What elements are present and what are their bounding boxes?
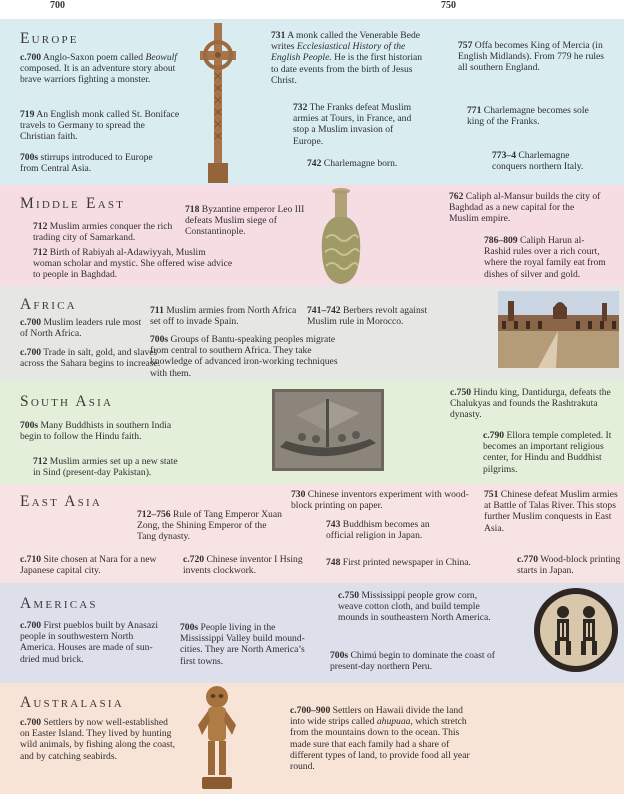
mosque-courtyard-photo xyxy=(498,291,619,373)
event-description: Charlemagne becomes sole king of the Franks. xyxy=(467,105,589,128)
event-text xyxy=(20,317,148,339)
event-description: composed. It is an adventure story about brave warriors fighting a monster. xyxy=(20,63,176,86)
event-description: Muslim armies from North Africa set off to invade Spain. xyxy=(150,305,297,328)
timeline-mid-label: 750 xyxy=(441,0,456,11)
event-description: Buddhism becomes an official religion in Japan. xyxy=(326,519,430,542)
event-text xyxy=(467,105,607,127)
event-year: 771 xyxy=(467,105,482,116)
event-description: Chinese inventors experiment with wood-block printing on paper. xyxy=(291,489,469,512)
event-description: Muslim leaders rule most of North Africa. xyxy=(20,317,142,340)
event-year: c.700–900 xyxy=(290,705,331,716)
event-year: 762 xyxy=(449,191,464,202)
event-description: Rule of Tang Emperor Xuan Zong, the Shining Emperor of the Tang dynasty. xyxy=(137,509,282,543)
event-description: which stretch from the mountains down to the ocean. This made sure that each family had a share of different types of land, to provide food all year round. xyxy=(290,716,470,773)
event-description: Site chosen at Nara for a new Japanese capital city. xyxy=(20,554,157,577)
event-text xyxy=(449,191,605,225)
event-year: 786–809 xyxy=(484,235,518,246)
region-africa xyxy=(0,286,624,381)
event-text xyxy=(517,554,621,576)
event-description: Trade in salt, gold, and slaves across the Sahara begins to increase. xyxy=(20,347,161,370)
event-year: c.750 xyxy=(450,387,472,398)
event-description: Groups of Bantu-speaking peoples migrate from central to southern Africa. They take knowledge of advanced iron-working techniques with them. xyxy=(150,334,338,379)
event-text xyxy=(326,519,456,541)
event-description: First printed newspaper in China. xyxy=(340,557,471,568)
region-middle-east xyxy=(0,185,624,286)
event-year: 751 xyxy=(484,489,499,500)
painted-pottery-bowl-illustration xyxy=(533,587,619,678)
event-year: 712–756 xyxy=(137,509,171,520)
glass-flask-illustration xyxy=(318,186,364,286)
event-text xyxy=(484,489,620,534)
event-title-italic: Beowulf xyxy=(145,52,177,63)
event-text xyxy=(20,420,175,442)
event-title-italic: ahupuaa, xyxy=(376,716,413,728)
celtic-cross-illustration xyxy=(198,23,238,185)
event-description: He is the first historian to date events from the birth of Jesus Christ. xyxy=(271,52,423,86)
event-text xyxy=(293,102,423,147)
event-text xyxy=(33,456,183,478)
event-description: Anglo-Saxon poem called xyxy=(41,52,146,63)
event-description: Settlers on Hawaii divide the land into wide strips called xyxy=(290,705,463,728)
event-description: The Franks defeat Muslim armies at Tours, in France, and stop a Muslim invasion of Europe. xyxy=(293,102,412,147)
region-title: East Asia xyxy=(20,493,102,510)
event-text xyxy=(20,620,162,665)
event-description: First pueblos built by Anasazi people in southwestern North America. Houses are made of sun-dried mud brick. xyxy=(20,620,159,665)
event-year: 700s xyxy=(150,334,169,345)
event-description: Caliph Harun al-Rashid rules over a rich court, where the royal family eat from dishes of silver and gold. xyxy=(484,235,606,280)
event-text xyxy=(458,40,608,74)
event-description: Berbers revolt against Muslim rule in Morocco. xyxy=(307,305,428,328)
event-year: 712 xyxy=(33,221,48,232)
event-text xyxy=(137,509,287,543)
event-year: 730 xyxy=(291,489,306,500)
region-americas xyxy=(0,583,624,683)
region-europe xyxy=(0,19,624,185)
region-title: South Asia xyxy=(20,393,114,410)
event-year: c.790 xyxy=(483,430,505,441)
event-year: c.750 xyxy=(338,590,360,601)
event-description: Birth of Rabiyah al-Adawiyyah, Muslim woman scholar and mystic. She offered wise advice to people in Baghdad. xyxy=(33,247,233,281)
event-description: Chinese defeat Muslim armies at Battle of Talas River. This stops further Muslim conquests in East Asia. xyxy=(484,489,618,534)
event-description: Wood-block printing starts in Japan. xyxy=(517,554,621,577)
event-year: 700s xyxy=(20,152,39,163)
event-text xyxy=(326,557,506,568)
region-east-asia xyxy=(0,484,624,583)
event-text xyxy=(150,334,355,379)
event-text xyxy=(492,150,602,172)
event-year: 741–742 xyxy=(307,305,341,316)
event-text xyxy=(291,489,476,511)
event-year: 712 xyxy=(33,247,48,258)
region-title: Middle East xyxy=(20,195,126,212)
event-text xyxy=(271,30,431,86)
event-text xyxy=(33,221,176,243)
event-year: 732 xyxy=(293,102,308,113)
event-year: 748 xyxy=(326,557,341,568)
event-year: c.700 xyxy=(20,717,42,728)
event-text xyxy=(20,109,180,143)
event-year: 712 xyxy=(33,456,48,467)
event-description: stirrups introduced to Europe from Central Asia. xyxy=(20,152,153,175)
event-text xyxy=(20,347,170,369)
event-text xyxy=(180,622,305,667)
event-description: Byzantine emperor Leo III defeats Muslim siege of Constantinople. xyxy=(185,204,305,238)
event-text xyxy=(183,554,305,576)
carved-wooden-figure-illustration xyxy=(194,685,240,794)
event-description: Muslim armies set up a new state in Sind (present-day Pakistan). xyxy=(33,456,178,479)
event-year: 742 xyxy=(307,158,322,169)
timeline-start-label: 700 xyxy=(50,0,65,11)
event-year: c.700 xyxy=(20,620,42,631)
event-year: 773–4 xyxy=(492,150,516,161)
event-description: Charlemagne conquers northern Italy. xyxy=(492,150,584,173)
event-text xyxy=(483,430,618,475)
event-description: Hindu king, Dantidurga, defeats the Chalukyas and founds the Rashtrakuta dynasty. xyxy=(450,387,611,421)
event-description: Chimú begin to dominate the coast of present-day northern Peru. xyxy=(330,650,495,673)
event-year: c.720 xyxy=(183,554,205,565)
event-text xyxy=(338,590,503,624)
event-year: 731 xyxy=(271,30,286,41)
region-south-asia xyxy=(0,381,624,484)
event-year: 700s xyxy=(20,420,39,431)
event-year: 700s xyxy=(330,650,349,661)
event-description: A monk called the Venerable Bede writes xyxy=(271,30,421,53)
region-title: Australasia xyxy=(20,694,124,711)
event-text xyxy=(33,247,233,281)
event-year: c.700 xyxy=(20,52,42,63)
event-year: c.700 xyxy=(20,317,42,328)
event-text xyxy=(484,235,609,280)
event-text xyxy=(307,305,437,327)
event-year: 711 xyxy=(150,305,164,316)
event-text xyxy=(307,158,437,169)
event-text xyxy=(330,650,505,672)
event-description: People living in the Mississippi Valley build mound-cities. They are North America’s first towns. xyxy=(180,622,305,667)
event-text xyxy=(20,717,178,762)
region-title: Europe xyxy=(20,30,79,47)
event-year: 718 xyxy=(185,204,200,215)
event-text xyxy=(20,52,178,86)
event-text xyxy=(290,705,480,772)
event-description: An English monk called St. Boniface travels to Germany to spread the Christian faith. xyxy=(20,109,180,143)
event-description: Mississippi people grow corn, weave cotton cloth, and build temple mounds in southeastern North America. xyxy=(338,590,491,624)
event-description: Caliph al-Mansur builds the city of Baghdad as a new capital for the Muslim empire. xyxy=(449,191,601,225)
event-description: Offa becomes King of Mercia (in English Midlands). From 779 he rules all southern England. xyxy=(458,40,605,74)
ship-relief-carving-photo xyxy=(272,389,384,476)
event-text xyxy=(20,554,175,576)
event-year: c.770 xyxy=(517,554,539,565)
event-description: Muslim armies conquer the rich trading city of Samarkand. xyxy=(33,221,173,244)
event-text xyxy=(450,387,618,421)
event-text xyxy=(20,152,158,174)
event-title-italic: Ecclesiastical History of the English People. xyxy=(271,41,406,64)
event-year: c.700 xyxy=(20,347,42,358)
region-title: Africa xyxy=(20,296,77,313)
event-description: Ellora temple completed. It becomes an important religious center, for Hindu and Buddhist pilgrims. xyxy=(483,430,612,475)
event-year: 743 xyxy=(326,519,341,530)
event-text xyxy=(185,204,310,238)
event-year: 719 xyxy=(20,109,35,120)
event-description: Chinese inventor I Hsing invents clockwork. xyxy=(183,554,303,577)
event-text xyxy=(150,305,302,327)
region-australasia xyxy=(0,683,624,794)
event-year: 700s xyxy=(180,622,199,633)
event-year: c.710 xyxy=(20,554,42,565)
event-description: Charlemagne born. xyxy=(321,158,398,169)
event-year: 757 xyxy=(458,40,473,51)
region-title: Americas xyxy=(20,595,98,612)
event-description: Many Buddhists in southern India begin to follow the Hindu faith. xyxy=(20,420,172,443)
event-description: Settlers by now well-established on Easter Island. They lived by hunting wild animals, by fishing along the coast, and by catching seabirds. xyxy=(20,717,176,762)
